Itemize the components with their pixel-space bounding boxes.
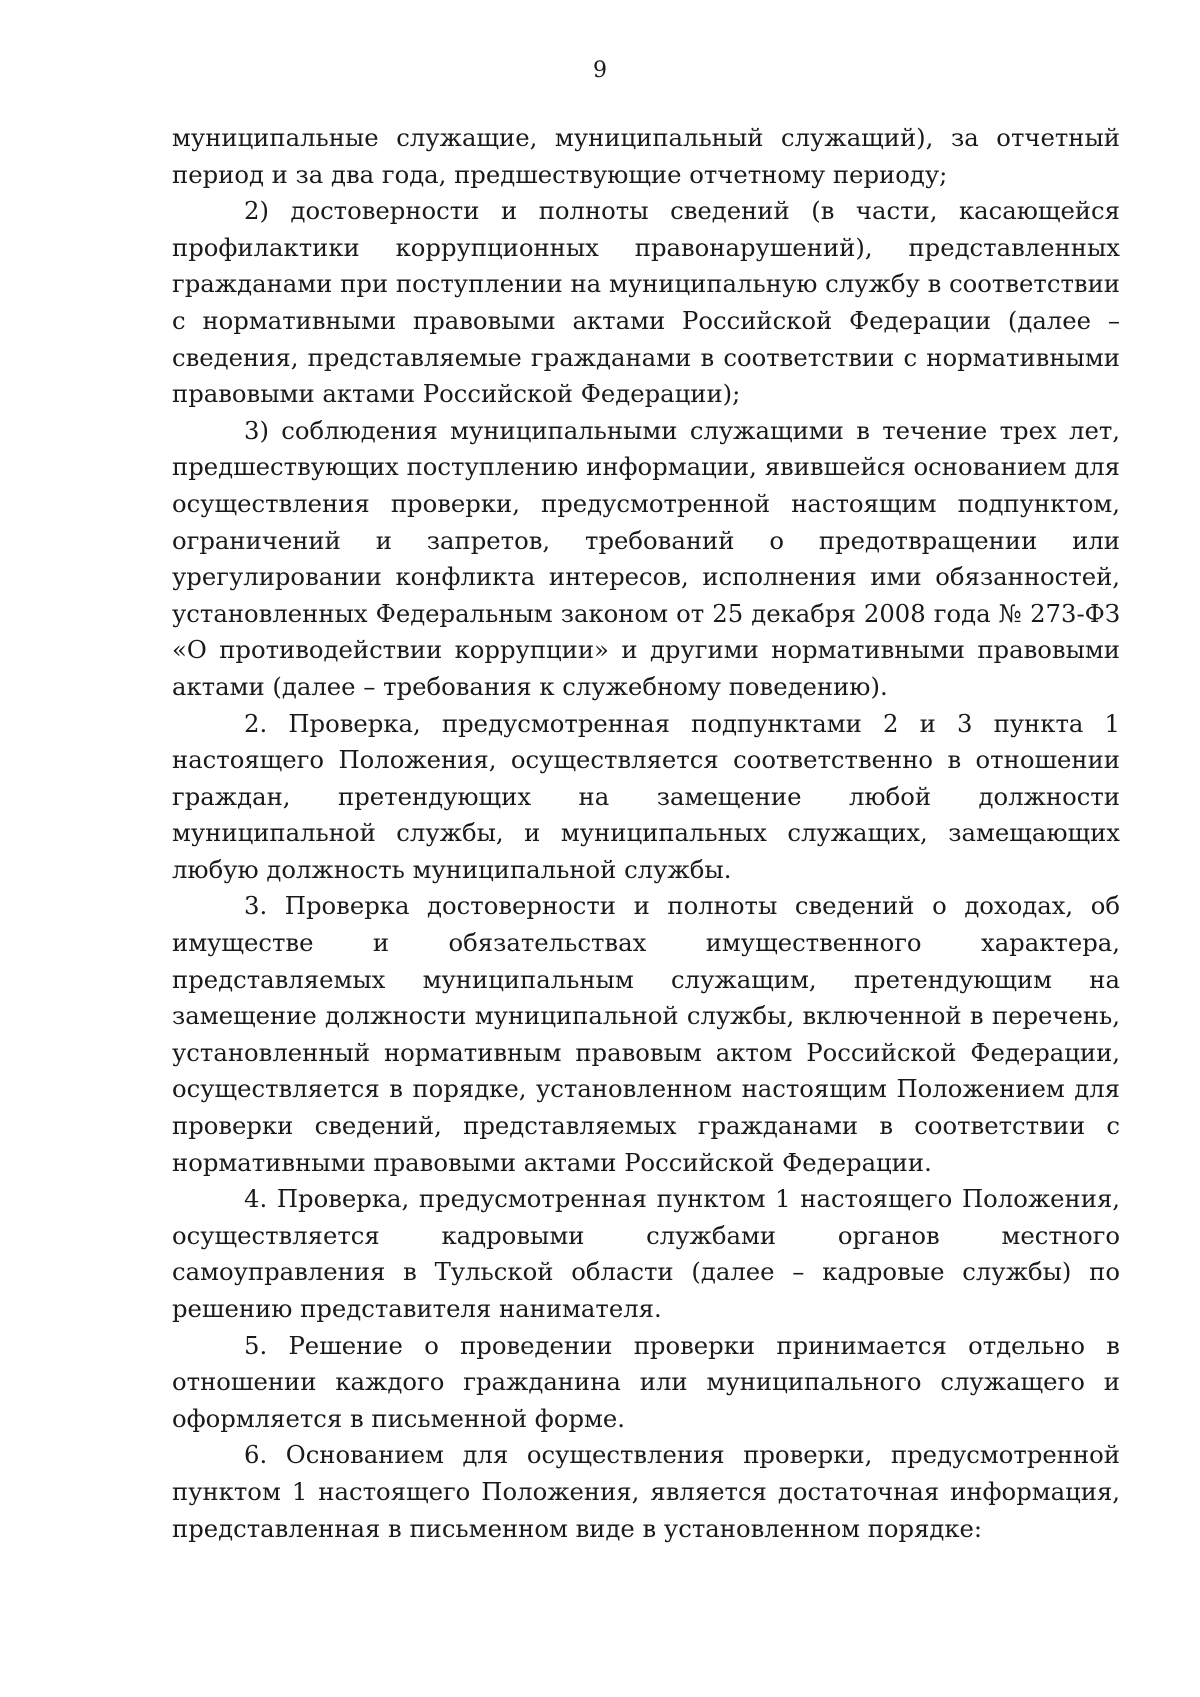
paragraph-item-5: 5. Решение о проведении проверки принимается отдельно в отношении каждого гражданина или муниципального служащего и оформляется в письменной форме. — [172, 1330, 1120, 1433]
paragraph-subitem-3: 3) соблюдения муниципальными служащими в течение трех лет, предшествующих поступлению информации, явившейся основанием для осуществления проверки, предусмотренной настоящим подпунктом, ограничений и запретов, требований о предотвращении или урегулировании конфликта интересов, исполнения ими обязанностей, установленных Федеральным законом от 25 декабря 2008 года № 273-ФЗ «О противодействии коррупции» и другими нормативными правовыми актами (далее – требования к служебному поведению). — [172, 415, 1120, 701]
document-body — [172, 120, 1120, 1547]
paragraph-item-3: 3. Проверка достоверности и полноты сведений о доходах, об имуществе и обязательствах имущественного характера, представляемых муниципальным служащим, претендующим на замещение должности муниципальной службы, включенной в перечень, установленный нормативным правовым актом Российской Федерации, осуществляется в порядке, установленном настоящим Положением для проверки сведений, представляемых гражданами в соответствии с нормативными правовыми актами Российской Федерации. — [172, 891, 1120, 1177]
paragraph-item-6: 6. Основанием для осуществления проверки, предусмотренной пунктом 1 настоящего Положения, является достаточная информация, представленная в письменном виде в установленном порядке: — [172, 1440, 1120, 1543]
page-number: 9 — [593, 58, 607, 83]
paragraph-item-4: 4. Проверка, предусмотренная пунктом 1 настоящего Положения, осуществляется кадровыми службами органов местного самоуправления в Тульской области (далее – кадровые службы) по решению представителя нанимателя. — [172, 1184, 1120, 1323]
paragraph-continuation: муниципальные служащие, муниципальный служащий), за отчетный период и за два года, предшествующие отчетному периоду; — [172, 123, 1120, 189]
paragraph-item-2: 2. Проверка, предусмотренная подпунктами 2 и 3 пункта 1 настоящего Положения, осуществляется соответственно в отношении граждан, претендующих на замещение любой должности муниципальной службы, и муниципальных служащих, замещающих любую должность муниципальной службы. — [172, 708, 1120, 884]
paragraph-subitem-2: 2) достоверности и полноты сведений (в части, касающейся профилактики коррупционных правонарушений), представленных гражданами при поступлении на муниципальную службу в соответствии с нормативными правовыми актами Российской Федерации (далее – сведения, представляемые гражданами в соответствии с нормативными правовыми актами Российской Федерации); — [172, 196, 1120, 409]
